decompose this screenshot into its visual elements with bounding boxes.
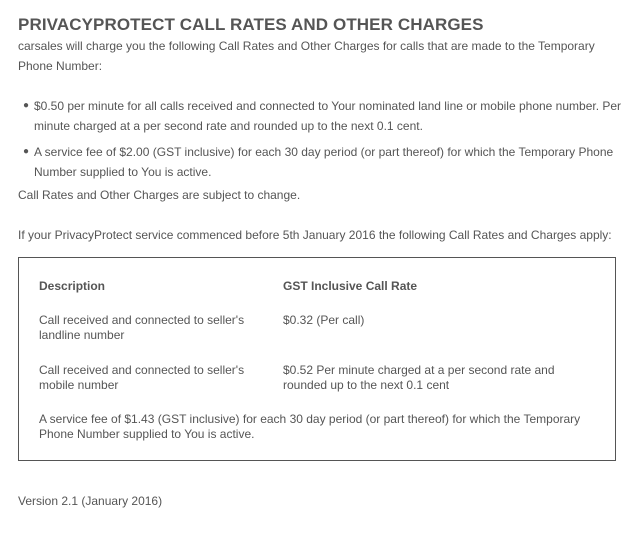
document xyxy=(18,14,628,511)
rates-table xyxy=(18,257,616,461)
table-cell-rate: $0.52 Per minute charged at a per second rate and rounded up to the next 0.1 cent xyxy=(283,363,555,392)
column-header-rate: GST Inclusive Call Rate xyxy=(283,279,418,293)
prior-note: If your PrivacyProtect service commenced before 5th January 2016 the following Call Rates and Charges apply: xyxy=(18,228,612,242)
list-item-text: $0.50 per minute for all calls received and connected to Your nominated land line or mobile phone number. Per minute charged at a per second rate and rounded up to the next 0.1 cent. xyxy=(34,99,622,133)
version-text: Version 2.1 (January 2016) xyxy=(18,494,163,508)
list-item xyxy=(23,142,628,182)
bullet-icon: ● xyxy=(23,146,30,157)
table-cell-rate: $0.32 (Per call) xyxy=(283,313,365,327)
charges-list xyxy=(18,96,628,182)
table-cell-description: Call received and connected to seller's landline number xyxy=(39,313,245,342)
list-item xyxy=(23,96,628,136)
table-cell-description: Call received and connected to seller's mobile number xyxy=(39,363,245,392)
list-item-text: A service fee of $2.00 (GST inclusive) for each 30 day period (or part thereof) for which the Temporary Phone Number supplied to You is active. xyxy=(34,145,614,179)
intro-text: carsales will charge you the following Call Rates and Other Charges for calls that are made to the Temporary Phone Number: xyxy=(18,39,595,73)
change-note: Call Rates and Other Charges are subject to change. xyxy=(18,188,301,202)
column-header-description: Description xyxy=(39,279,106,293)
bullet-icon: ● xyxy=(23,100,30,111)
page-title: PRIVACYPROTECT CALL RATES AND OTHER CHARGES xyxy=(18,15,484,34)
table-footer-note: A service fee of $1.43 (GST inclusive) for each 30 day period (or part thereof) for which the Temporary Phone Number supplied to You is active. xyxy=(39,412,581,441)
